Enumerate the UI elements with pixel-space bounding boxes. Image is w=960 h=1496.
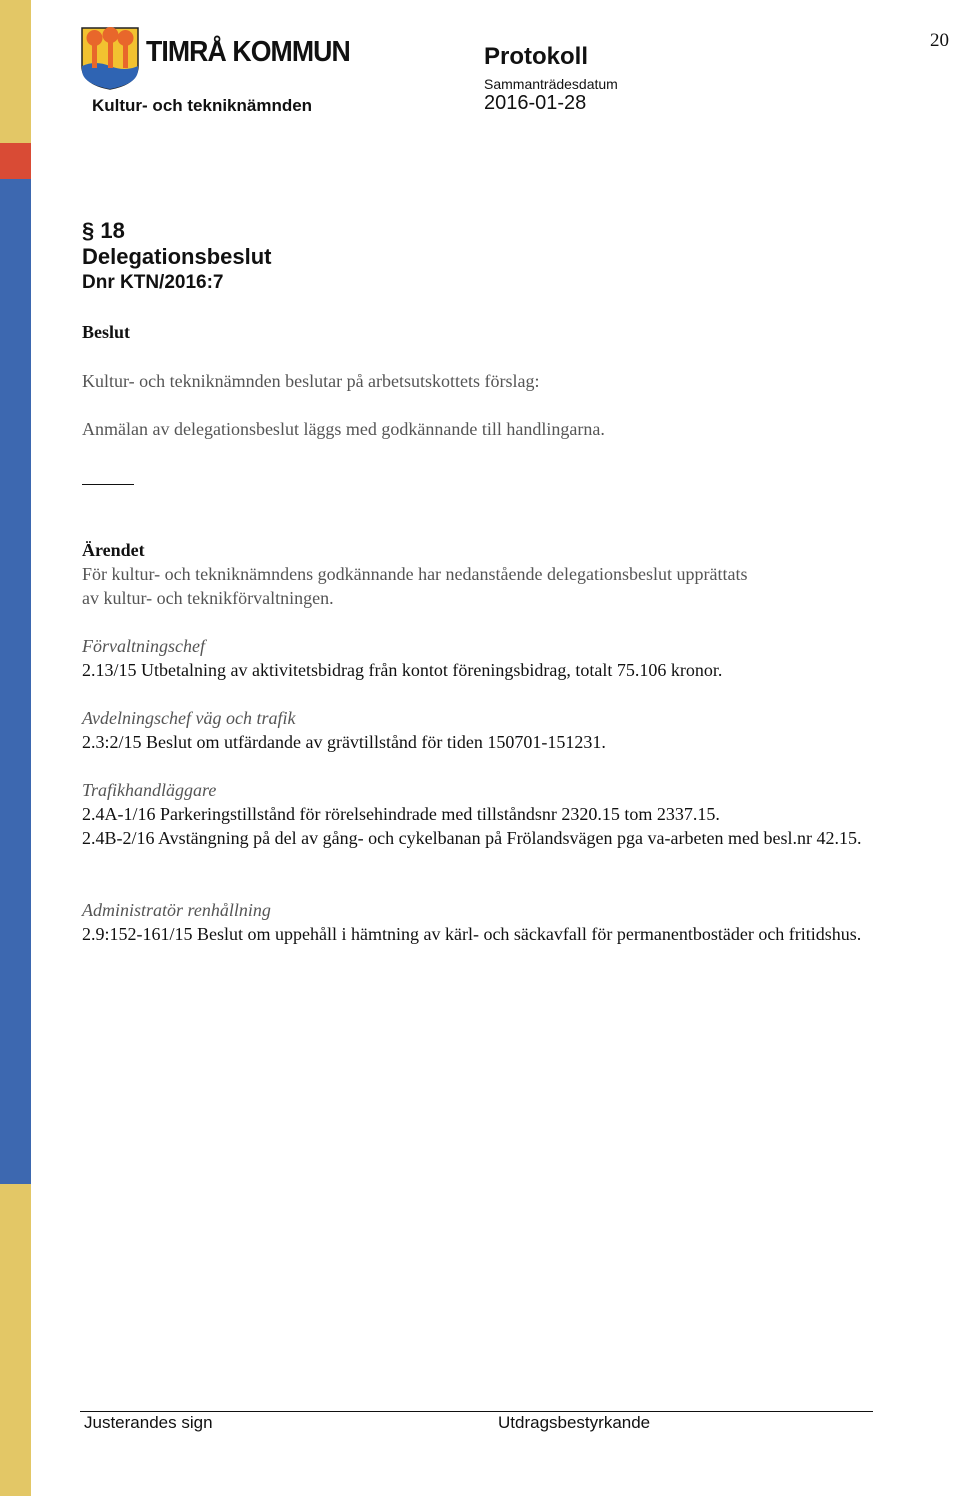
arendet-text-1: För kultur- och tekniknämndens godkännande har nedanstående delegationsbeslut upprättats: [82, 564, 748, 584]
meeting-date: 2016-01-28: [484, 92, 587, 114]
footer-utdragsbestyrkande: Utdragsbestyrkande: [498, 1413, 651, 1432]
side-strip-red: [0, 143, 31, 179]
meeting-date-label: Sammanträdesdatum: [484, 76, 618, 92]
document-type: Protokoll: [484, 43, 589, 70]
footer-justerandes-sign: Justerandes sign: [84, 1413, 213, 1432]
arendet-heading: Ärendet: [82, 540, 145, 560]
beslut-text-1: Kultur- och tekniknämnden beslutar på arbetsutskottets förslag:: [82, 371, 540, 391]
delegate-role: Administratör renhållning: [82, 900, 271, 920]
side-strip-blue: [0, 179, 31, 1184]
committee-name: Kultur- och tekniknämnden: [92, 96, 313, 115]
section-number: § 18: [82, 218, 125, 243]
side-strip-yellow: [0, 0, 31, 143]
beslut-heading: Beslut: [82, 322, 131, 342]
delegate-item: 2.13/15 Utbetalning av aktivitetsbidrag från kontot föreningsbidrag, totalt 75.106 kronor.: [82, 660, 723, 680]
side-strip-yellow-bottom: [0, 1184, 31, 1496]
footer-line: [80, 1411, 873, 1412]
arendet-text-2: av kultur- och teknikförvaltningen.: [82, 588, 334, 608]
section-dnr: Dnr KTN/2016:7: [82, 272, 224, 293]
section-title: Delegationsbeslut: [82, 244, 272, 269]
delegate-item: 2.4B-2/16 Avstängning på del av gång- och cykelbanan på Frölandsvägen pga va-arbeten med besl.nr 42.15.: [82, 828, 862, 848]
delegate-item: 2.9:152-161/15 Beslut om uppehåll i hämtning av kärl- och säckavfall för permanentbostäder och fritidshus.: [82, 924, 862, 944]
separator-line: [82, 484, 134, 485]
page-number: 20: [930, 30, 949, 51]
municipality-logo-icon: [80, 26, 140, 90]
beslut-text-2: Anmälan av delegationsbeslut läggs med godkännande till handlingarna.: [82, 419, 605, 439]
delegate-role: Förvaltningschef: [82, 636, 205, 656]
logo-text: TIMRÅ KOMMUN: [146, 36, 350, 68]
delegate-role: Avdelningschef väg och trafik: [82, 708, 296, 728]
delegate-item: 2.3:2/15 Beslut om utfärdande av grävtillstånd för tiden 150701-151231.: [82, 732, 606, 752]
delegate-role: Trafikhandläggare: [82, 780, 217, 800]
delegate-item: 2.4A-1/16 Parkeringstillstånd för rörelsehindrade med tillståndsnr 2320.15 tom 2337.15.: [82, 804, 720, 824]
